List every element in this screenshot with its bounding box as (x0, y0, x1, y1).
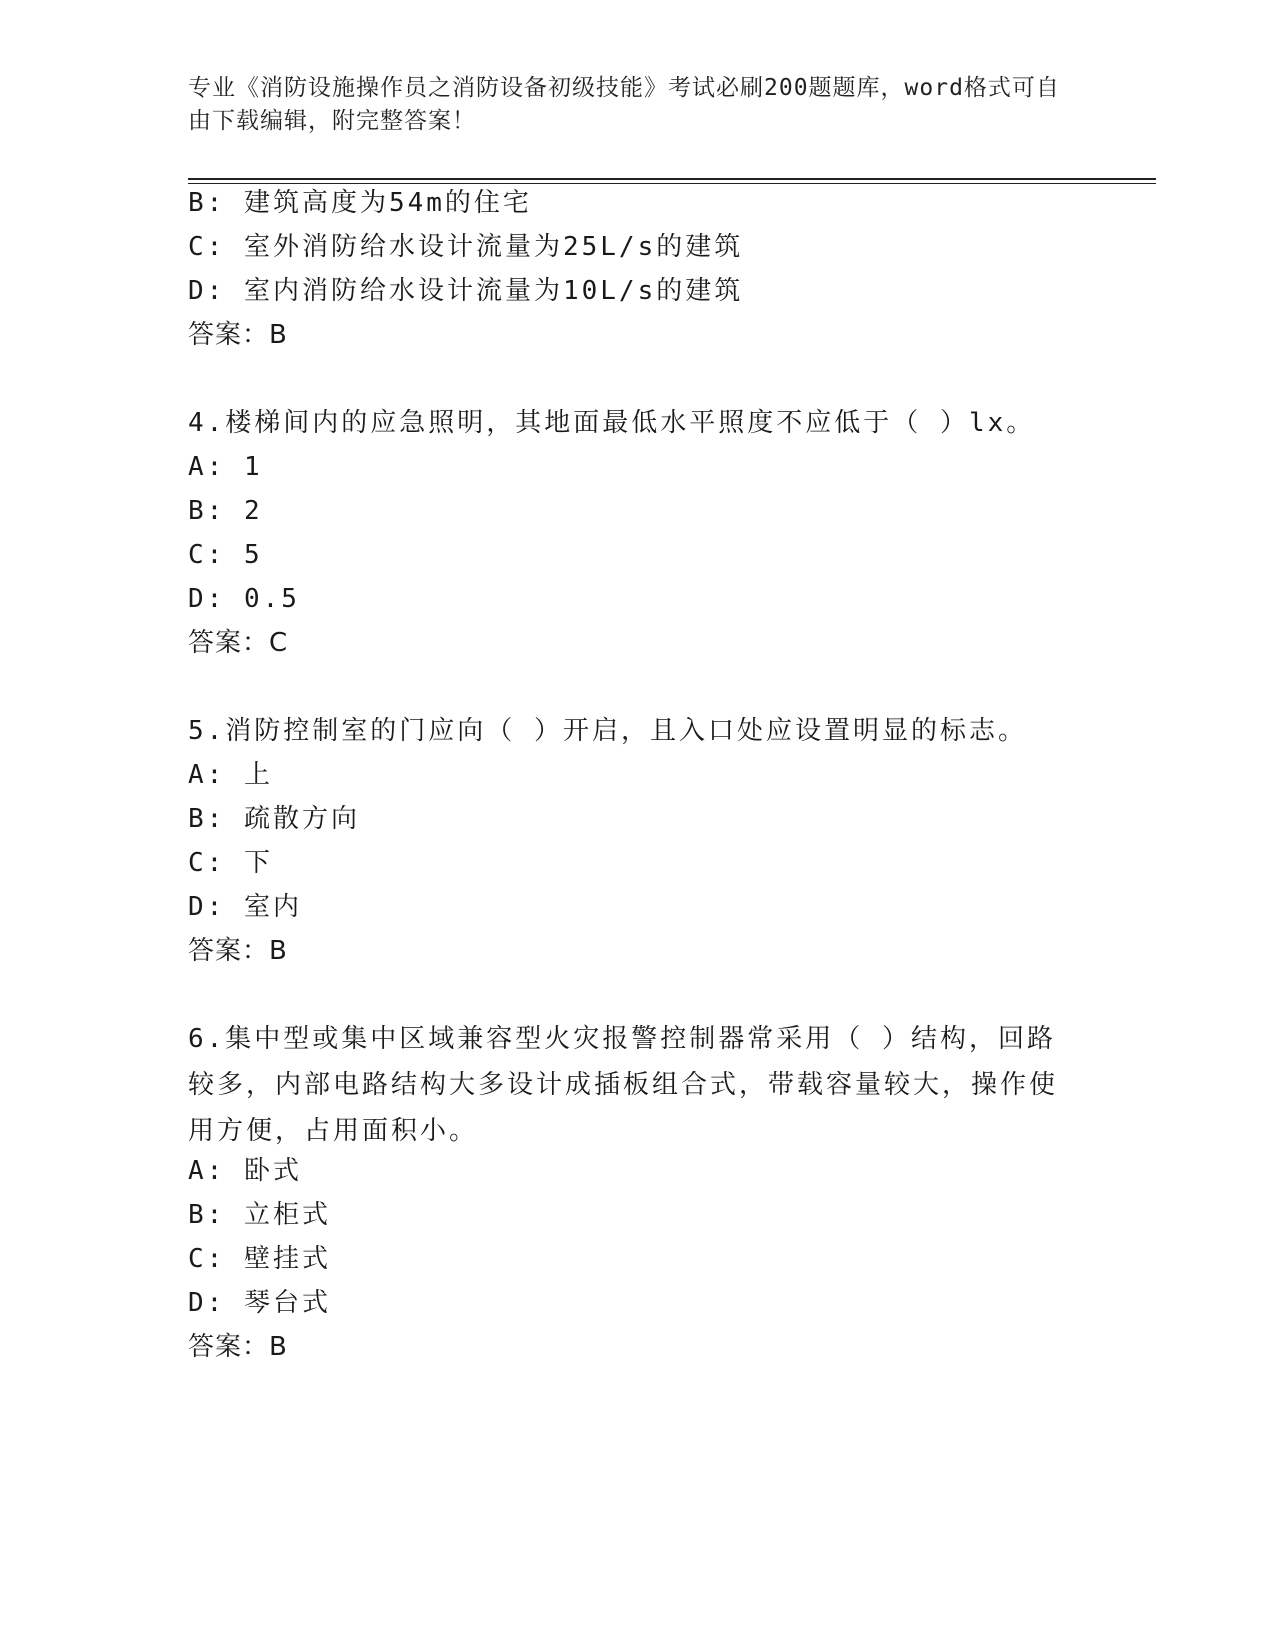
document-header: 专业《消防设施操作员之消防设备初级技能》考试必刷200题题库，word格式可自由下载编辑，附完整答案！ (188, 75, 1060, 134)
q3-option-c: C: 室外消防给水设计流量为25L/s的建筑 (188, 232, 744, 262)
q6-question: 6.集中型或集中区域兼容型火灾报警控制器常采用（ ）结构，回路较多，内部电路结构大多设计成插板组合式，带载容量较大，操作使用方便，占用面积小。 (188, 1024, 1059, 1146)
q6-option-c: C: 壁挂式 (188, 1244, 331, 1274)
q3-option-b: B: 建筑高度为54m的住宅 (188, 188, 532, 218)
q5-option-c: C: 下 (188, 848, 273, 878)
header-rule-thick (188, 178, 1156, 180)
q6-option-d: D: 琴台式 (188, 1288, 331, 1318)
q3-option-d: D: 室内消防给水设计流量为10L/s的建筑 (188, 276, 744, 306)
q6-option-b: B: 立柜式 (188, 1200, 331, 1230)
q4-option-b: B: 2 (188, 496, 263, 526)
q4-option-a: A: 1 (188, 452, 263, 482)
q5-question: 5.消防控制室的门应向（ ）开启，且入口处应设置明显的标志。 (188, 716, 1027, 746)
q5-option-b: B: 疏散方向 (188, 804, 360, 834)
q5-option-a: A: 上 (188, 760, 273, 790)
q5-answer: 答案：B (188, 936, 288, 966)
q4-option-d: D: 0.5 (188, 584, 300, 614)
q3-answer: 答案：B (188, 320, 288, 350)
header-rule-thin (188, 183, 1156, 184)
q5-option-d: D: 室内 (188, 892, 302, 922)
q4-question: 4.楼梯间内的应急照明，其地面最低水平照度不应低于（ ）lx。 (188, 408, 1036, 438)
q6-option-a: A: 卧式 (188, 1156, 302, 1186)
q4-option-c: C: 5 (188, 540, 263, 570)
q6-answer: 答案：B (188, 1332, 288, 1362)
q4-answer: 答案：C (188, 628, 289, 658)
